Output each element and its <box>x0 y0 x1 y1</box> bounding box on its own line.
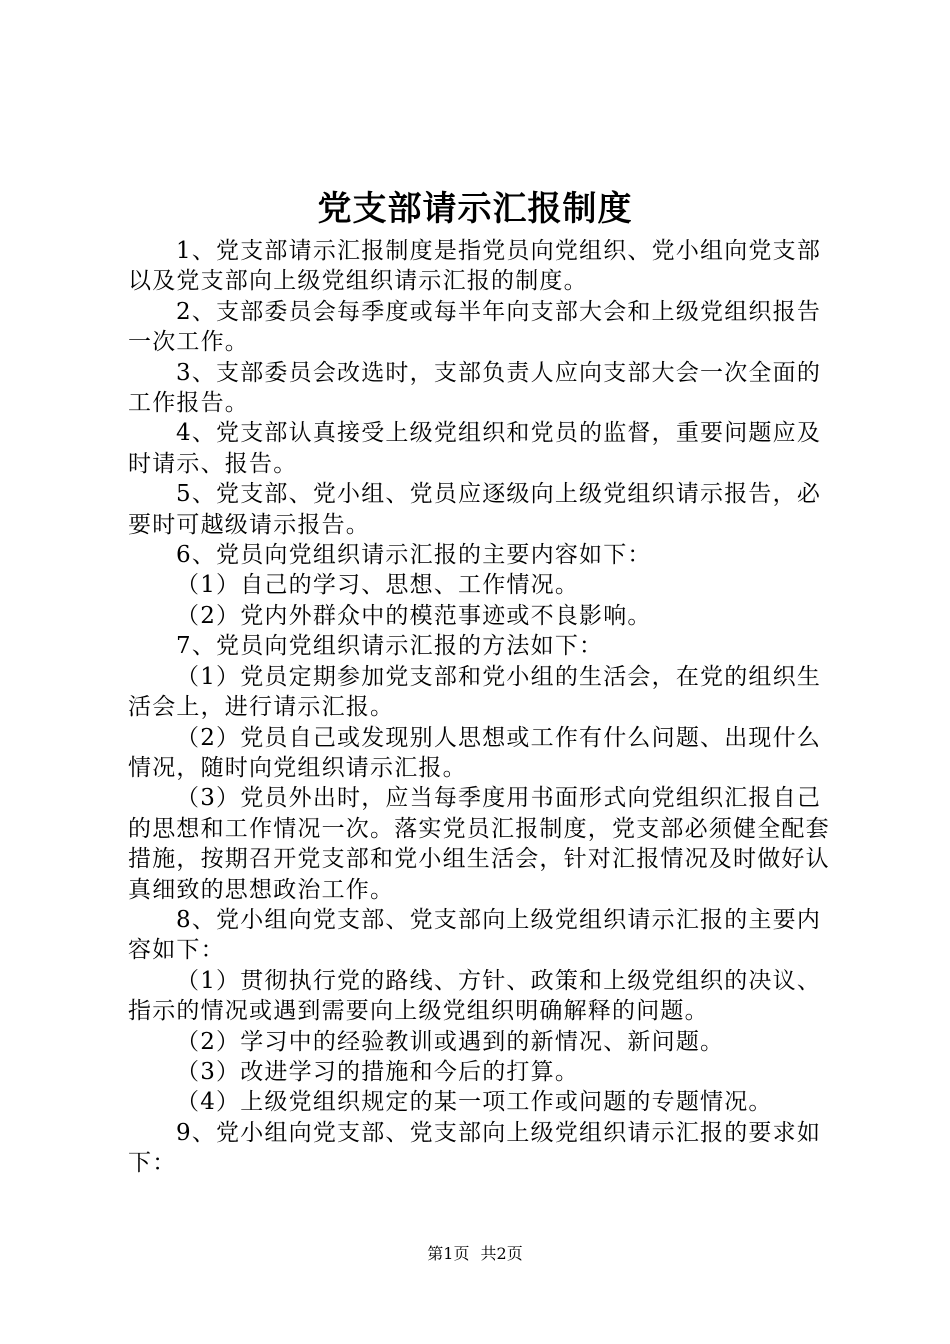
paragraph-6: 6、党员向党组织请示汇报的主要内容如下： <box>176 542 652 569</box>
paragraph-7-item-2: （2）党员自己或发现别人思想或工作有什么问题、出现什么情况，随时向党组织请示汇报。 <box>128 724 822 781</box>
page-footer <box>0 1242 950 1266</box>
paragraph-7-item-1: （1）党员定期参加党支部和党小组的生活会，在党的组织生活会上，进行请示汇报。 <box>128 663 822 721</box>
document-body <box>128 236 840 1179</box>
paragraph-6-item-2: （2）党内外群众中的模范事迹或不良影响。 <box>176 602 652 629</box>
paragraph-7: 7、党员向党组织请示汇报的方法如下： <box>176 633 604 660</box>
paragraph-7-item-3: （3）党员外出时，应当每季度用书面形式向党组织汇报自己的思想和工作情况一次。落实党员汇报制度，党支部必须健全配套措施，按期召开党支部和党小组生活会，针对汇报情况及时做好认真细致的思想政治工作。 <box>128 785 830 903</box>
paragraph-8-item-3: （3）改进学习的措施和今后的打算。 <box>176 1058 580 1085</box>
paragraph-9: 9、党小组向党支部、党支部向上级党组织请示汇报的要求如下： <box>128 1119 822 1177</box>
paragraph-8: 8、党小组向党支部、党支部向上级党组织请示汇报的主要内容如下： <box>128 906 822 964</box>
paragraph-3: 3、支部委员会改选时，支部负责人应向支部大会一次全面的工作报告。 <box>128 359 822 417</box>
paragraph-5: 5、党支部、党小组、党员应逐级向上级党组织请示报告，必要时可越级请示报告。 <box>128 481 822 538</box>
page-number-current: 第1页 <box>427 1244 470 1263</box>
paragraph-6-item-1: （1）自己的学习、思想、工作情况。 <box>176 572 580 599</box>
paragraph-8-item-4: （4）上级党组织规定的某一项工作或问题的专题情况。 <box>176 1089 773 1116</box>
paragraph-1: 1、党支部请示汇报制度是指党员向党组织、党小组向党支部以及党支部向上级党组织请示汇报的制度。 <box>128 238 822 295</box>
paragraph-4: 4、党支部认真接受上级党组织和党员的监督，重要问题应及时请示、报告。 <box>128 420 822 477</box>
page-title: 党支部请示汇报制度 <box>317 189 633 229</box>
paragraph-8-item-2: （2）学习中的经验教训或遇到的新情况、新问题。 <box>176 1028 725 1055</box>
page-number-total: 共2页 <box>480 1244 523 1263</box>
paragraph-2: 2、支部委员会每季度或每半年向支部大会和上级党组织报告一次工作。 <box>128 298 822 356</box>
paragraph-8-item-1: （1）贯彻执行党的路线、方针、政策和上级党组织的决议、指示的情况或遇到需要向上级党组织明确解释的问题。 <box>128 967 822 1025</box>
